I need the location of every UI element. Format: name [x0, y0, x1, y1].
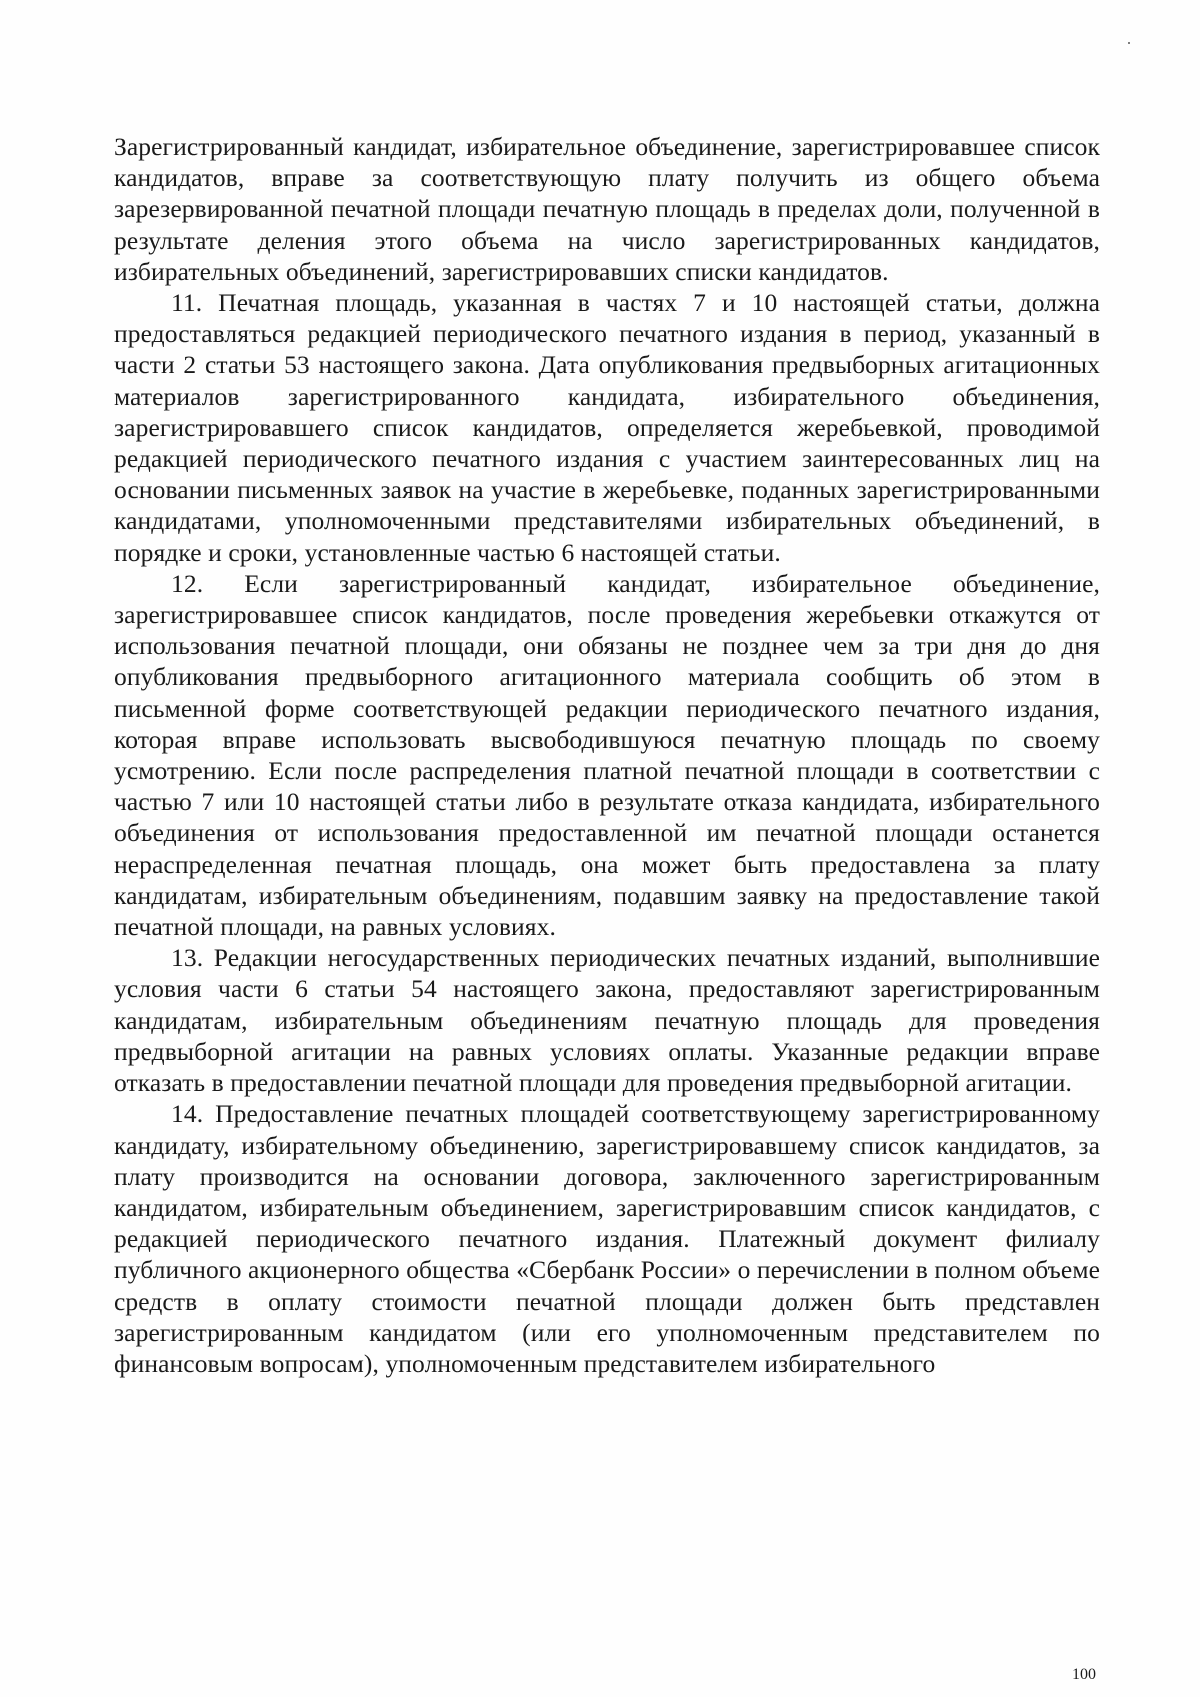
- page-number: 100: [1072, 1666, 1096, 1683]
- paragraph-13: 13. Редакции негосударственных периодических печатных изданий, выполнившие условия части 6 статьи 54 настоящего закона, предоставляют зарегистрированным кандидатам, избирательным объединениям печатную площадь для проведения предвыборной агитации на равных условиях оплаты. Указанные редакции вправе отказать в предоставлении печатной площади для проведения предвыборной агитации.: [114, 943, 1100, 1098]
- document-body: [114, 131, 1100, 1379]
- paragraph-11: 11. Печатная площадь, указанная в частях 7 и 10 настоящей статьи, должна предоставляться редакцией периодического печатного издания в период, указанный в части 2 статьи 53 настоящего закона. Дата опубликования предвыборных агитационных материалов зарегистрированного кандидата, избирательного объединения, зарегистрировавшего список кандидатов, определяется жеребьевкой, проводимой редакцией периодического печатного издания с участием заинтересованных лиц на основании письменных заявок на участие в жеребьевке, поданных зарегистрированными кандидатами, уполномоченными представителями избирательных объединений, в порядке и сроки, установленные частью 6 настоящей статьи.: [114, 288, 1100, 567]
- paragraph-14: 14. Предоставление печатных площадей соответствующему зарегистрированному кандидату, избирательному объединению, зарегистрировавшему список кандидатов, за плату производится на основании договора, заключенного зарегистрированным кандидатом, избирательным объединением, зарегистрировавшим список кандидатов, с редакцией периодического печатного издания. Платежный документ филиалу публичного акционерного общества «Сбербанк России» о перечислении в полном объеме средств в оплату стоимости печатной площади должен быть представлен зарегистрированным кандидатом (или его уполномоченным представителем по финансовым вопросам), уполномоченным представителем избирательного: [114, 1099, 1100, 1378]
- paragraph-12: 12. Если зарегистрированный кандидат, избирательное объединение, зарегистрировавшее список кандидатов, после проведения жеребьевки откажутся от использования печатной площади, они обязаны не позднее чем за три дня до дня опубликования предвыборного агитационного материала сообщить об этом в письменной форме соответствующей редакции периодического печатного издания, которая вправе использовать высвободившуюся печатную площадь по своему усмотрению. Если после распределения платной печатной площади в соответствии с частью 7 или 10 настоящей статьи либо в результате отказа кандидата, избирательного объединения от использования предоставленной им печатной площади останется нераспределенная печатная площадь, она может быть предоставлена за плату кандидатам, избирательным объединениям, подавшим заявку на предоставление такой печатной площади, на равных условиях.: [114, 568, 1100, 942]
- paragraph-continuation: Зарегистрированный кандидат, избирательное объединение, зарегистрировавшее список кандидатов, вправе за соответствующую плату получить из общего объема зарезервированной печатной площади печатную площадь в пределах доли, полученной в результате деления этого объема на число зарегистрированных кандидатов, избирательных объединений, зарегистрировавших списки кандидатов.: [114, 132, 1100, 286]
- scan-speck: [1128, 42, 1130, 44]
